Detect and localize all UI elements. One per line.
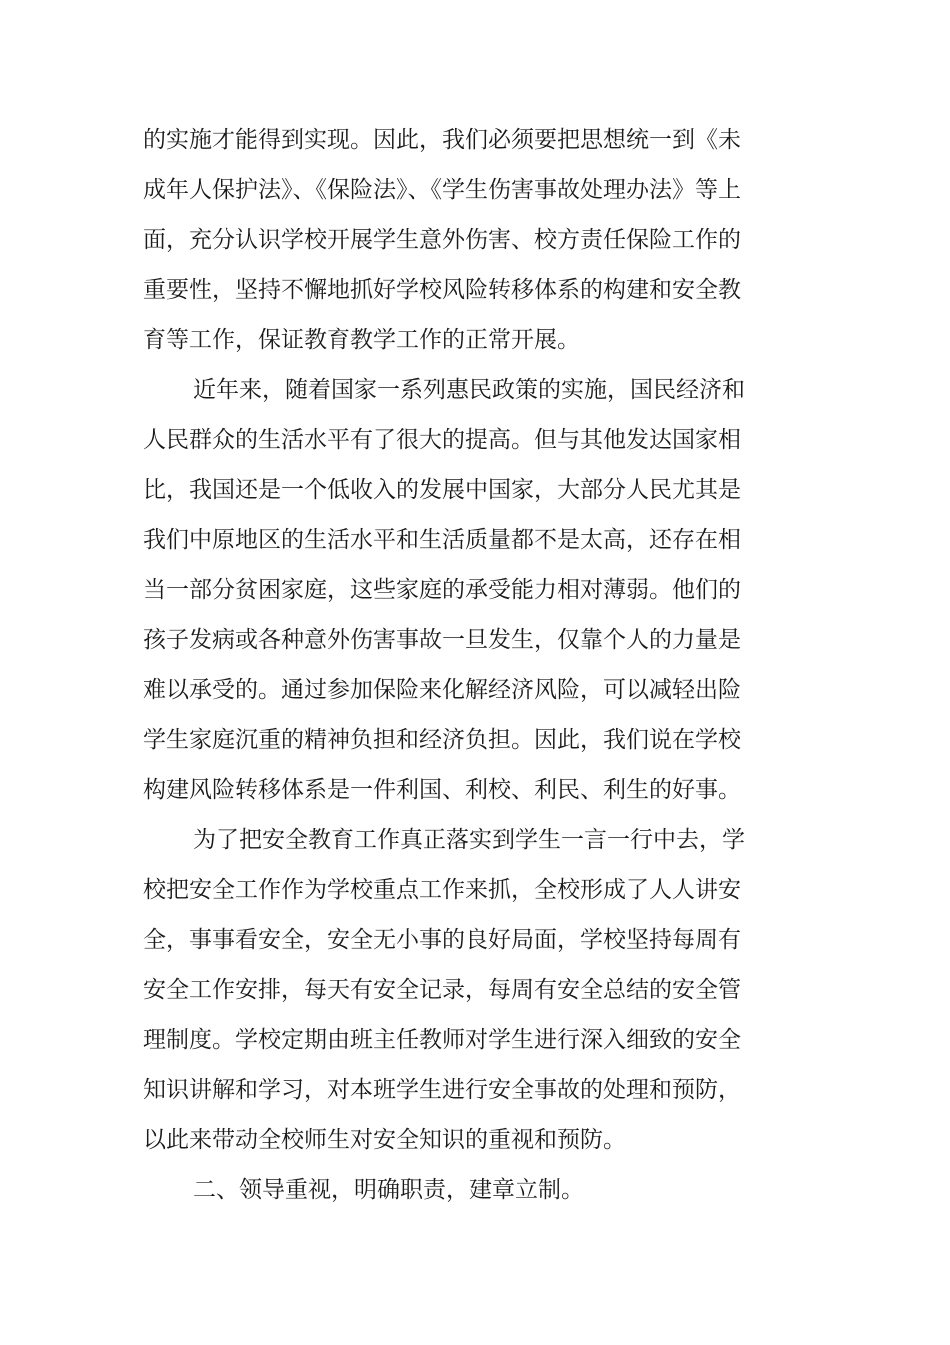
paragraph-2-line-6: 孩子发病或各种意外伤害事故一旦发生，仅靠个人的力量是 xyxy=(143,627,741,653)
paragraph-2-line-3: 比，我国还是一个低收入的发展中国家，大部分人民尤其是 xyxy=(143,477,741,503)
paragraph-3-line-2: 校把安全工作作为学校重点工作来抓，全校形成了人人讲安 xyxy=(143,877,741,903)
paragraph-2-line-7: 难以承受的。通过参加保险来化解经济风险，可以减轻出险 xyxy=(143,677,741,703)
paragraph-2-line-4: 我们中原地区的生活水平和生活质量都不是太高，还存在相 xyxy=(143,527,741,553)
paragraph-1-line-1: 的实施才能得到实现。因此，我们必须要把思想统一到《未 xyxy=(143,127,741,153)
paragraph-1-line-2: 成年人保护法》、《保险法》、《学生伤害事故处理办法》等上 xyxy=(143,177,741,203)
paragraph-1-line-5: 育等工作，保证教育教学工作的正常开展。 xyxy=(143,327,580,353)
paragraph-2-line-2: 人民群众的生活水平有了很大的提高。但与其他发达国家相 xyxy=(143,427,741,453)
paragraph-1-line-4: 重要性，坚持不懈地抓好学校风险转移体系的构建和安全教 xyxy=(143,277,741,303)
paragraph-3-line-5: 理制度。学校定期由班主任教师对学生进行深入细致的安全 xyxy=(143,1027,741,1053)
paragraph-2-line-1: 近年来，随着国家一系列惠民政策的实施，国民经济和 xyxy=(193,377,745,403)
paragraph-2-line-9: 构建风险转移体系是一件利国、利校、利民、利生的好事。 xyxy=(143,777,741,803)
paragraph-3-line-7: 以此来带动全校师生对安全知识的重视和预防。 xyxy=(143,1127,626,1153)
paragraph-3-line-1: 为了把安全教育工作真正落实到学生一言一行中去，学 xyxy=(193,827,745,853)
paragraph-1-line-3: 面，充分认识学校开展学生意外伤害、校方责任保险工作的 xyxy=(143,227,741,253)
paragraph-3-line-6: 知识讲解和学习，对本班学生进行安全事故的处理和预防， xyxy=(143,1077,741,1103)
paragraph-2-line-5: 当一部分贫困家庭，这些家庭的承受能力相对薄弱。他们的 xyxy=(143,577,741,603)
paragraph-3-line-4: 安全工作安排，每天有安全记录，每周有安全总结的安全管 xyxy=(143,977,741,1003)
paragraph-2-line-8: 学生家庭沉重的精神负担和经济负担。因此，我们说在学校 xyxy=(143,727,741,753)
paragraph-3-line-3: 全，事事看安全，安全无小事的良好局面，学校坚持每周有 xyxy=(143,927,741,953)
section-heading: 二、领导重视，明确职责，建章立制。 xyxy=(193,1177,584,1203)
